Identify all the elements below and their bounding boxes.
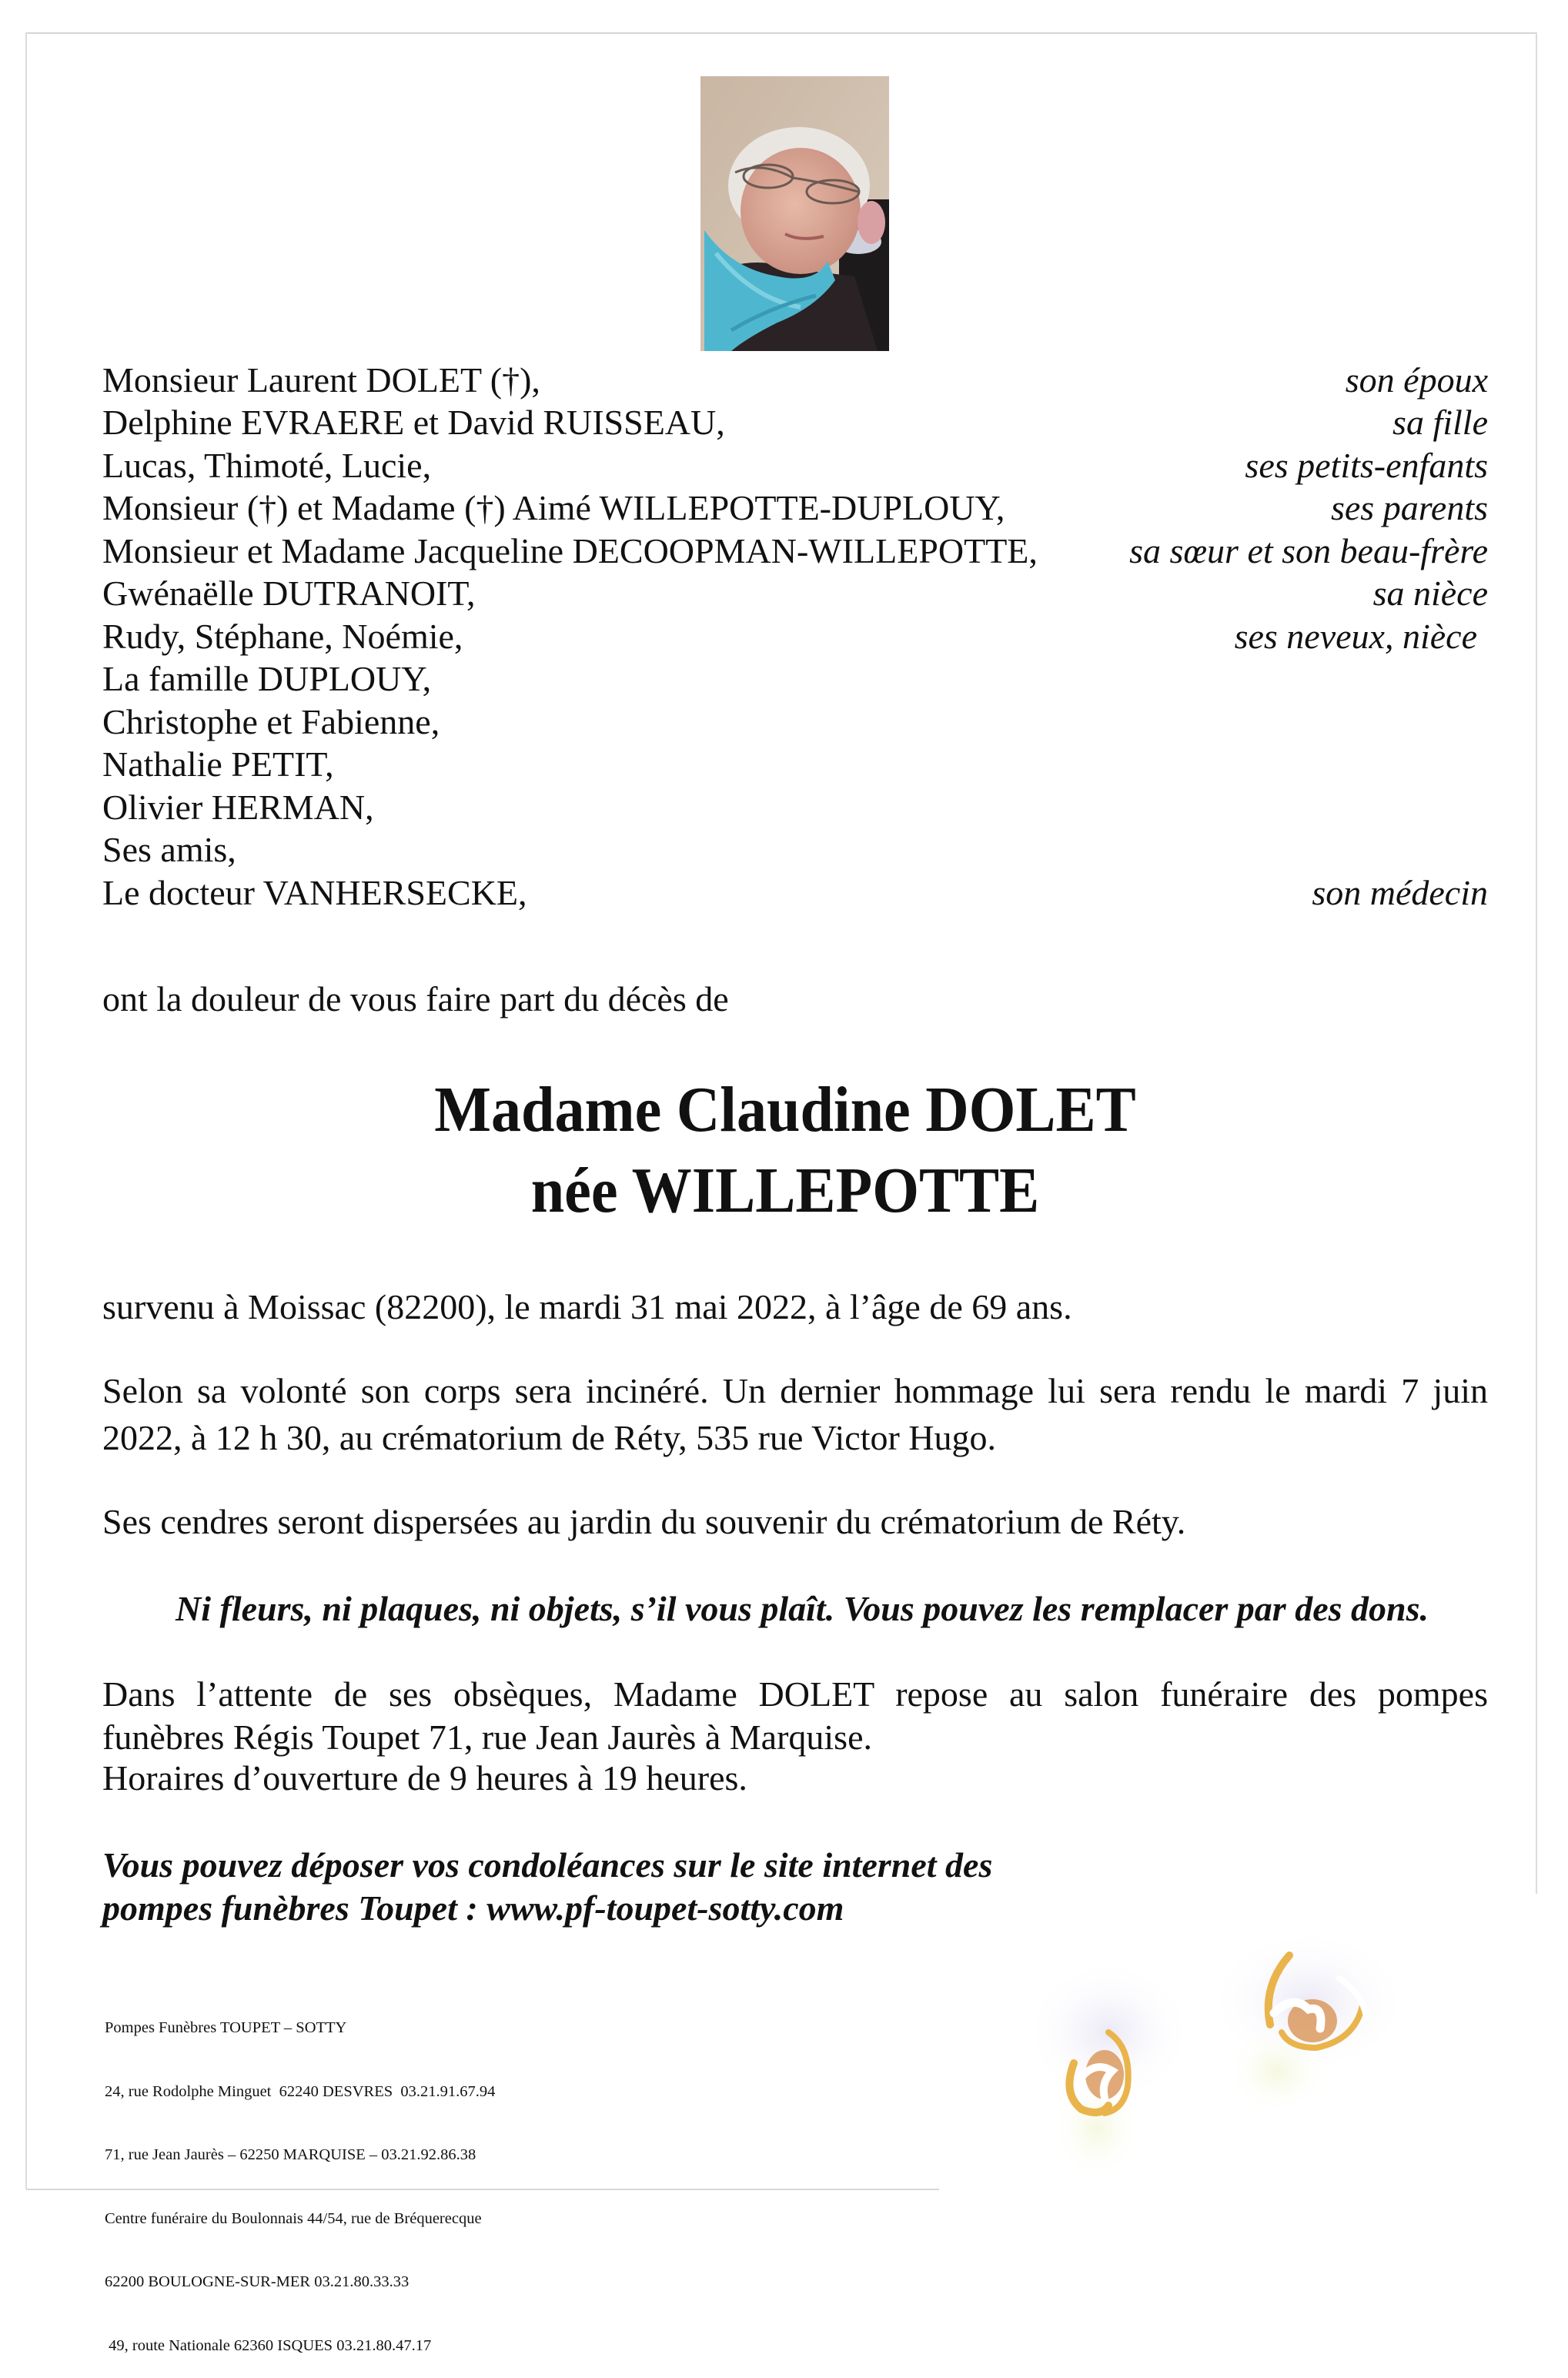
family-row: [102, 786, 1488, 829]
family-name: Monsieur et Madame Jacqueline DECOOPMAN-WILLEPOTTE,: [102, 531, 1038, 570]
family-name: Monsieur Laurent DOLET (†),: [102, 360, 540, 400]
family-row: [102, 657, 1488, 701]
family-name: Ses amis,: [102, 830, 236, 869]
family-name: Rudy, Stéphane, Noémie,: [102, 617, 463, 656]
family-relation: sa sœur et son beau-frère: [1129, 531, 1488, 570]
family-name: Christophe et Fabienne,: [102, 702, 440, 741]
footer-line: 62200 BOULOGNE-SUR-MER 03.21.80.33.33: [105, 2273, 410, 2290]
family-name: La famille DUPLOUY,: [102, 659, 432, 698]
family-row: [102, 487, 1488, 530]
page-frame-top: [26, 32, 1536, 34]
ashes-text: Ses cendres seront dispersées au jardin du souvenir du crématorium de Réty.: [102, 1502, 1186, 1541]
family-name: Le docteur VANHERSECKE,: [102, 873, 527, 912]
family-relation: sa nièce: [1372, 574, 1488, 613]
rest-text-line1: Dans l’attente de ses obsèques, Madame DOLET repose au salon funéraire des pompes: [102, 1674, 1488, 1714]
footer-line: 49, route Nationale 62360 ISQUES 03.21.80.47.17: [105, 2336, 432, 2354]
orchid-flowers-icon: [1016, 1917, 1493, 2179]
family-row: [102, 401, 1488, 444]
opening-hours: Horaires d’ouverture de 9 heures à 19 heures.: [102, 1758, 747, 1798]
family-relation: son époux: [1345, 360, 1488, 400]
orchid-decoration: [1016, 1917, 1493, 2179]
family-row: [102, 359, 1488, 402]
death-details: survenu à Moissac (82200), le mardi 31 mai 2022, à l’âge de 69 ans.: [102, 1287, 1072, 1326]
family-relation: ses parents: [1330, 488, 1488, 527]
footer-line: Centre funéraire du Boulonnais 44/54, rue de Bréquerecque: [105, 2209, 482, 2227]
ceremony-text-line2: 2022, à 12 h 30, au crématorium de Réty, 535 rue Victor Hugo.: [102, 1418, 997, 1457]
footer-line: Pompes Funèbres TOUPET – SOTTY: [105, 2019, 347, 2036]
no-flowers-notice: Ni fleurs, ni plaques, ni objets, s’il vous plaît. Vous pouvez les remplacer par des dons.: [176, 1589, 1429, 1628]
footer-line: 24, rue Rodolphe Minguet 62240 DESVRES 03.21.91.67.94: [105, 2082, 496, 2100]
family-row: [102, 743, 1488, 786]
family-row: [102, 444, 1488, 487]
page-frame-right: [1536, 32, 1537, 1894]
page-frame-left: [25, 32, 27, 2189]
family-row: [102, 701, 1488, 744]
condolences-line1: Vous pouvez déposer vos condoléances sur le site internet des: [102, 1845, 993, 1885]
rest-text-line2: funèbres Régis Toupet 71, rue Jean Jaurès à Marquise.: [102, 1717, 872, 1757]
family-relation: son médecin: [1312, 873, 1488, 912]
family-name: Olivier HERMAN,: [102, 788, 374, 827]
family-name: Nathalie PETIT,: [102, 744, 334, 784]
announcement-text: ont la douleur de vous faire part du décès de: [102, 979, 729, 1018]
footer-line: 71, rue Jean Jaurès – 62250 MARQUISE – 03.21.92.86.38: [105, 2146, 476, 2163]
deceased-maiden-name: née WILLEPOTTE: [530, 1155, 1040, 1226]
portrait-photo: [700, 76, 889, 351]
condolences-line2[interactable]: pompes funèbres Toupet : www.pf-toupet-sotty.com: [102, 1888, 844, 1928]
family-name: Lucas, Thimoté, Lucie,: [102, 446, 432, 485]
family-name: Delphine EVRAERE et David RUISSEAU,: [102, 403, 725, 442]
ceremony-text-line1: Selon sa volonté son corps sera incinéré. Un dernier hommage lui sera rendu le mardi 7 juin: [102, 1371, 1488, 1410]
family-row: [102, 828, 1488, 871]
family-name: Gwénaëlle DUTRANOIT,: [102, 574, 476, 613]
deceased-name: Madame Claudine DOLET: [434, 1074, 1136, 1146]
family-row: [102, 572, 1488, 615]
family-relation: ses petits-enfants: [1245, 446, 1488, 485]
family-row: [102, 871, 1488, 915]
family-row: [102, 530, 1488, 573]
portrait-illustration: [700, 76, 889, 351]
family-row: [102, 615, 1488, 658]
family-name: Monsieur (†) et Madame (†) Aimé WILLEPOTTE-DUPLOUY,: [102, 488, 1005, 527]
family-relation: sa fille: [1392, 403, 1488, 442]
funeral-home-address: [105, 1975, 495, 2378]
family-relation: ses neveux, nièce: [1234, 617, 1477, 656]
